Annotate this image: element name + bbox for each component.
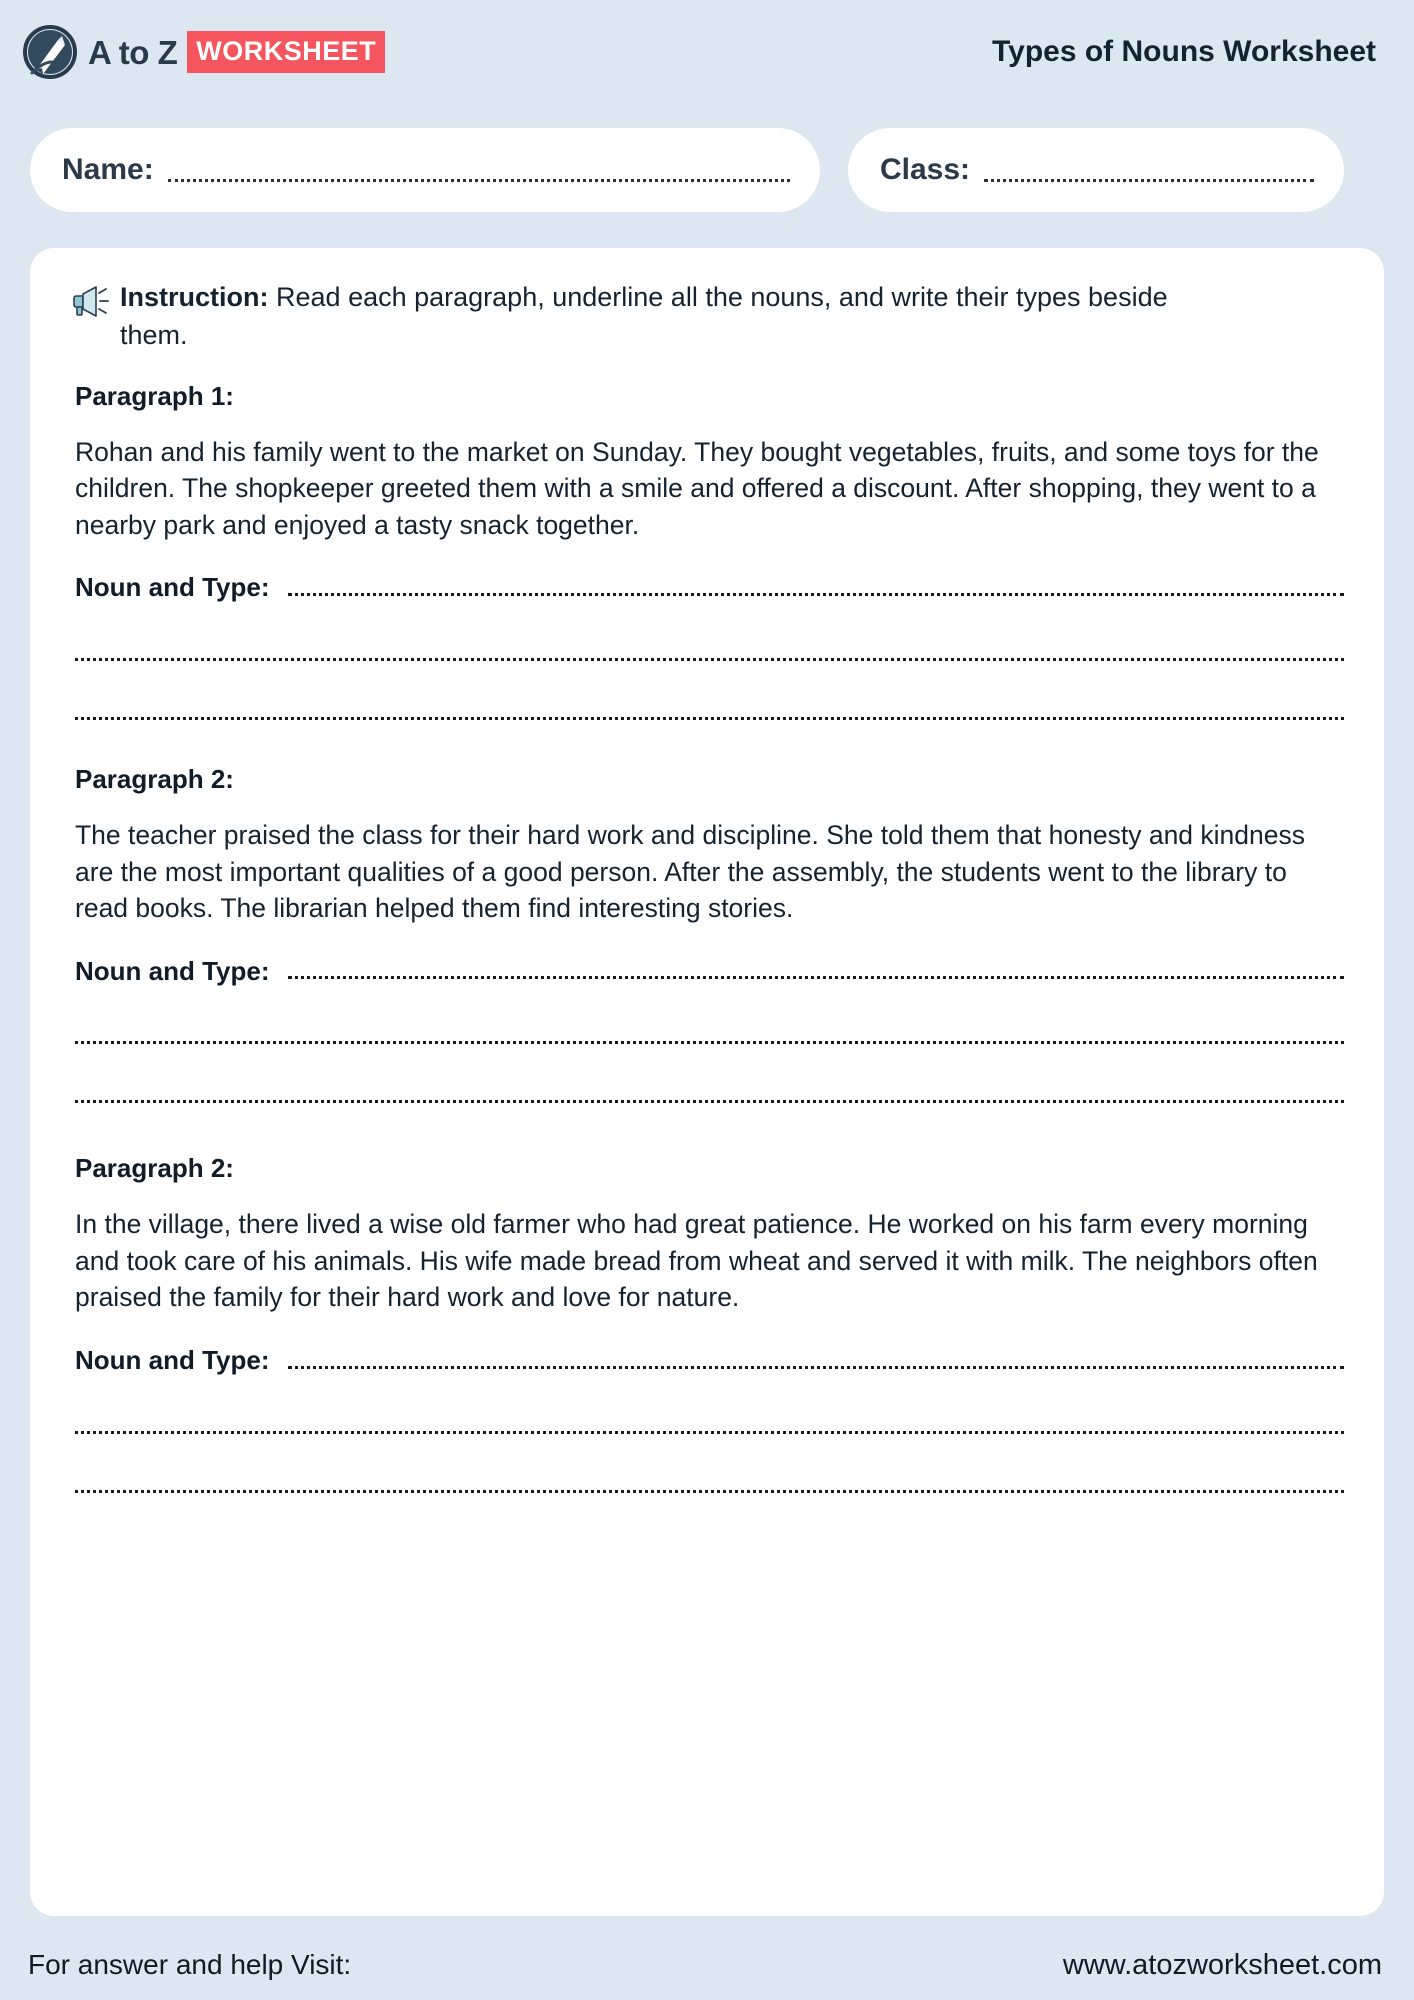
page-title: Types of Nouns Worksheet (992, 35, 1376, 68)
paragraph-section-1 (72, 381, 1344, 720)
answer-write-line-2[interactable] (75, 1431, 1344, 1434)
paragraph-heading: Paragraph 1: (75, 380, 234, 411)
answer-label: Noun and Type: (75, 1344, 270, 1375)
name-input-line[interactable] (168, 179, 790, 182)
brand-badge: WORKSHEET (187, 31, 385, 73)
answer-write-line-1[interactable] (288, 593, 1344, 596)
answer-first-line-row (75, 957, 1344, 986)
page-footer (0, 1930, 1414, 2000)
instruction-text (120, 278, 1190, 355)
brand-name: A to Z (88, 33, 178, 71)
instruction-label: Instruction: (120, 282, 269, 312)
answer-write-line-2[interactable] (75, 1041, 1344, 1044)
paragraph-body: Rohan and his family went to the market on Sunday. They bought vegetables, fruits, and some toys for the children. The shopkeeper greeted them with a smile and offered a discount. After shopping, they went to a nearby park and enjoyed a tasty snack together. (75, 436, 1319, 540)
brand-logo (22, 24, 385, 80)
student-info-row (30, 128, 1384, 212)
answer-write-line-3[interactable] (75, 1100, 1344, 1103)
page-header (0, 0, 1414, 104)
answer-write-line-1[interactable] (288, 1366, 1344, 1369)
class-input-line[interactable] (984, 179, 1314, 182)
answer-write-line-3[interactable] (75, 1490, 1344, 1493)
pen-in-circle-icon (22, 24, 78, 80)
answer-first-line-row (75, 1346, 1344, 1375)
megaphone-icon (72, 282, 110, 320)
answer-label: Noun and Type: (75, 572, 270, 603)
footer-website-link[interactable]: www.atozworksheet.com (1062, 1948, 1382, 1981)
paragraph-heading: Paragraph 2: (75, 763, 234, 794)
worksheet-card (30, 248, 1384, 1916)
answer-write-line-3[interactable] (75, 717, 1344, 720)
answer-label: Noun and Type: (75, 955, 270, 986)
name-label: Name: (62, 153, 154, 186)
answer-write-line-2[interactable] (75, 658, 1344, 661)
class-field[interactable] (848, 128, 1344, 212)
answer-block (72, 1346, 1344, 1493)
class-label: Class: (880, 153, 971, 186)
name-field[interactable] (30, 128, 820, 212)
footer-help-text: For answer and help Visit: (28, 1949, 352, 1980)
paragraph-body: In the village, there lived a wise old farmer who had great patience. He worked on his farm every morning and took care of his animals. His wife made bread from wheat and served it with milk. The neighbors often praised the family for their hard work and love for nature. (75, 1209, 1318, 1313)
answer-write-line-1[interactable] (288, 976, 1344, 979)
answer-first-line-row (75, 573, 1344, 602)
paragraph-body: The teacher praised the class for their hard work and discipline. She told them that honesty and kindness are the most important qualities of a good person. After the assembly, the students went to the library to read books. The librarian helped them find interesting stories. (75, 819, 1305, 924)
answer-block (72, 957, 1344, 1104)
instruction-body: Read each paragraph, underline all the nouns, and write their types beside them. (120, 282, 1168, 351)
instruction-block (72, 278, 1344, 355)
paragraph-section-2 (72, 764, 1344, 1103)
answer-block (72, 573, 1344, 720)
paragraph-heading: Paragraph 2: (75, 1153, 234, 1184)
paragraph-section-3 (72, 1153, 1344, 1492)
